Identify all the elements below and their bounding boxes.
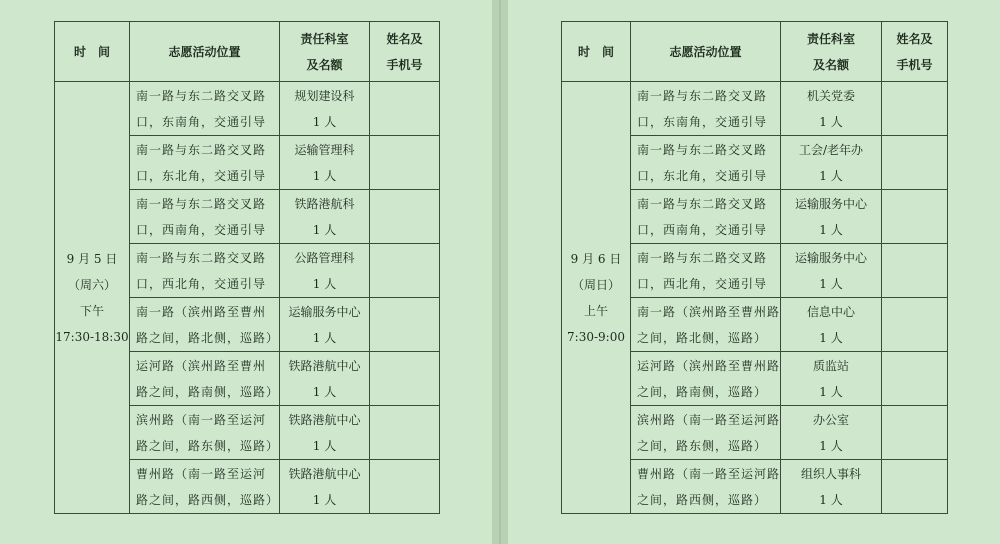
name-phone-cell[interactable] <box>370 190 440 244</box>
dept-cell <box>781 190 882 244</box>
location-cell <box>130 298 280 352</box>
location-cell <box>130 406 280 460</box>
location-line: 南一路与东二路交叉路 <box>637 88 768 103</box>
header-row <box>562 22 948 82</box>
location-line: 南一路与东二路交叉路 <box>637 196 768 211</box>
location-line: 口，西南角，交通引导 <box>136 222 267 237</box>
location-line: 南一路与东二路交叉路 <box>637 250 768 265</box>
location-cell <box>631 136 781 190</box>
table-row <box>55 82 440 136</box>
time-line: 9 月 5 日 <box>66 251 118 266</box>
header-name-phone: 姓名及 手机号 <box>882 22 948 82</box>
location-line: 口，西南角，交通引导 <box>637 222 768 237</box>
location-cell <box>631 244 781 298</box>
time-line: 9 月 6 日 <box>570 251 622 266</box>
time-line: （周日） <box>571 277 620 292</box>
location-line: 南一路与东二路交叉路 <box>637 142 768 157</box>
name-phone-cell[interactable] <box>882 82 948 136</box>
header-dept: 责任科室 及名额 <box>280 22 370 82</box>
location-line: 之间，路东侧，巡路） <box>637 438 768 453</box>
dept-cell <box>280 298 370 352</box>
name-phone-cell[interactable] <box>370 460 440 514</box>
time-line: 下午 <box>79 303 104 318</box>
name-phone-cell[interactable] <box>882 406 948 460</box>
dept-quota: 1 人 <box>819 492 843 507</box>
name-phone-cell[interactable] <box>370 352 440 406</box>
location-line: 口，东北角，交通引导 <box>136 168 267 183</box>
location-line: 南一路与东二路交叉路 <box>136 88 267 103</box>
dept-name: 信息中心 <box>807 304 856 319</box>
header-time: 时 间 <box>55 22 130 82</box>
dept-quota: 1 人 <box>819 330 843 345</box>
location-line: 路之间，路南侧，巡路） <box>136 384 280 399</box>
name-phone-cell[interactable] <box>370 136 440 190</box>
dept-quota: 1 人 <box>819 438 843 453</box>
location-line: 路之间，路西侧，巡路） <box>136 492 280 507</box>
location-cell <box>130 190 280 244</box>
dept-quota: 1 人 <box>312 384 337 399</box>
dept-quota: 1 人 <box>312 114 337 129</box>
location-cell <box>631 352 781 406</box>
header-row <box>55 22 440 82</box>
dept-cell <box>781 460 882 514</box>
location-line: 路之间，路东侧，巡路） <box>136 438 280 453</box>
dept-name: 质监站 <box>813 358 850 373</box>
location-line: 运河路（滨州路至曹州 <box>136 358 267 373</box>
dept-cell <box>280 406 370 460</box>
dept-name: 规划建设科 <box>294 88 355 103</box>
name-phone-cell[interactable] <box>370 244 440 298</box>
dept-cell <box>781 406 882 460</box>
name-phone-cell[interactable] <box>882 298 948 352</box>
dept-name: 运输服务中心 <box>288 304 361 319</box>
location-cell <box>130 136 280 190</box>
page-divider <box>492 0 508 544</box>
dept-cell <box>781 136 882 190</box>
dept-name: 工会/老年办 <box>798 142 864 157</box>
header-location: 志愿活动位置 <box>130 22 280 82</box>
name-phone-cell[interactable] <box>882 136 948 190</box>
dept-quota: 1 人 <box>312 276 337 291</box>
dept-name: 办公室 <box>813 412 850 427</box>
dept-name: 运输服务中心 <box>795 250 868 265</box>
header-time: 时 间 <box>562 22 631 82</box>
location-line: 口，西北角，交通引导 <box>637 276 768 291</box>
schedule-table-left <box>54 21 440 514</box>
location-cell <box>631 82 781 136</box>
dept-quota: 1 人 <box>312 438 337 453</box>
dept-cell <box>280 190 370 244</box>
dept-name: 运输管理科 <box>294 142 355 157</box>
name-phone-cell[interactable] <box>370 406 440 460</box>
dept-cell <box>280 136 370 190</box>
dept-name: 铁路港航中心 <box>288 358 361 373</box>
dept-cell <box>280 460 370 514</box>
time-line: （周六） <box>67 277 116 292</box>
location-line: 南一路（滨州路至曹州路 <box>637 304 781 319</box>
name-phone-cell[interactable] <box>882 244 948 298</box>
dept-cell <box>280 82 370 136</box>
dept-cell <box>781 244 882 298</box>
location-line: 之间，路西侧，巡路） <box>637 492 768 507</box>
location-line: 南一路（滨州路至曹州 <box>136 304 267 319</box>
location-line: 口，东南角，交通引导 <box>637 114 768 129</box>
name-phone-cell[interactable] <box>882 460 948 514</box>
dept-name: 铁路港航中心 <box>288 466 361 481</box>
location-cell <box>130 352 280 406</box>
dept-name: 公路管理科 <box>294 250 355 265</box>
location-cell <box>631 460 781 514</box>
location-line: 口，东南角，交通引导 <box>136 114 267 129</box>
dept-quota: 1 人 <box>819 276 843 291</box>
location-line: 滨州路（南一路至运河 <box>136 412 267 427</box>
location-line: 运河路（滨州路至曹州路 <box>637 358 781 373</box>
header-location: 志愿活动位置 <box>631 22 781 82</box>
rows-left <box>55 82 440 514</box>
dept-quota: 1 人 <box>312 168 337 183</box>
dept-cell <box>781 82 882 136</box>
location-cell <box>130 82 280 136</box>
location-cell <box>130 244 280 298</box>
name-phone-cell[interactable] <box>882 190 948 244</box>
location-line: 之间，路北侧，巡路） <box>637 330 768 345</box>
dept-quota: 1 人 <box>312 330 337 345</box>
dept-quota: 1 人 <box>312 492 337 507</box>
location-line: 曹州路（南一路至运河 <box>136 466 267 481</box>
location-line: 南一路与东二路交叉路 <box>136 250 267 265</box>
location-line: 南一路与东二路交叉路 <box>136 142 267 157</box>
time-cell <box>562 82 631 514</box>
time-line: 7:30-9:00 <box>567 329 625 344</box>
right-page <box>508 0 1000 544</box>
location-line: 口，西北角，交通引导 <box>136 276 267 291</box>
name-phone-cell[interactable] <box>370 298 440 352</box>
dept-quota: 1 人 <box>819 384 843 399</box>
location-line: 曹州路（南一路至运河路 <box>637 466 781 481</box>
location-cell <box>631 298 781 352</box>
name-phone-cell[interactable] <box>370 82 440 136</box>
header-dept: 责任科室 及名额 <box>781 22 882 82</box>
dept-quota: 1 人 <box>312 222 337 237</box>
dept-cell <box>280 244 370 298</box>
location-cell <box>631 406 781 460</box>
location-line: 路之间，路北侧，巡路） <box>136 330 280 345</box>
location-line: 滨州路（南一路至运河路 <box>637 412 781 427</box>
time-line: 上午 <box>583 303 608 318</box>
header-name-phone: 姓名及 手机号 <box>370 22 440 82</box>
dept-name: 组织人事科 <box>801 466 862 481</box>
rows-right <box>562 82 948 514</box>
location-cell <box>130 460 280 514</box>
location-cell <box>631 190 781 244</box>
location-line: 口，东北角，交通引导 <box>637 168 768 183</box>
dept-quota: 1 人 <box>819 168 843 183</box>
name-phone-cell[interactable] <box>882 352 948 406</box>
dept-cell <box>280 352 370 406</box>
location-line: 南一路与东二路交叉路 <box>136 196 267 211</box>
time-cell <box>55 82 130 514</box>
time-line: 17:30-18:30 <box>55 329 129 344</box>
dept-name: 运输服务中心 <box>795 196 868 211</box>
dept-cell <box>781 298 882 352</box>
dept-quota: 1 人 <box>819 114 843 129</box>
left-page <box>0 0 492 544</box>
location-line: 之间，路南侧，巡路） <box>637 384 768 399</box>
schedule-table-right <box>561 21 948 514</box>
dept-cell <box>781 352 882 406</box>
dept-name: 机关党委 <box>807 88 856 103</box>
dept-quota: 1 人 <box>819 222 843 237</box>
dept-name: 铁路港航科 <box>294 196 355 211</box>
table-row <box>562 82 948 136</box>
dept-name: 铁路港航中心 <box>288 412 361 427</box>
